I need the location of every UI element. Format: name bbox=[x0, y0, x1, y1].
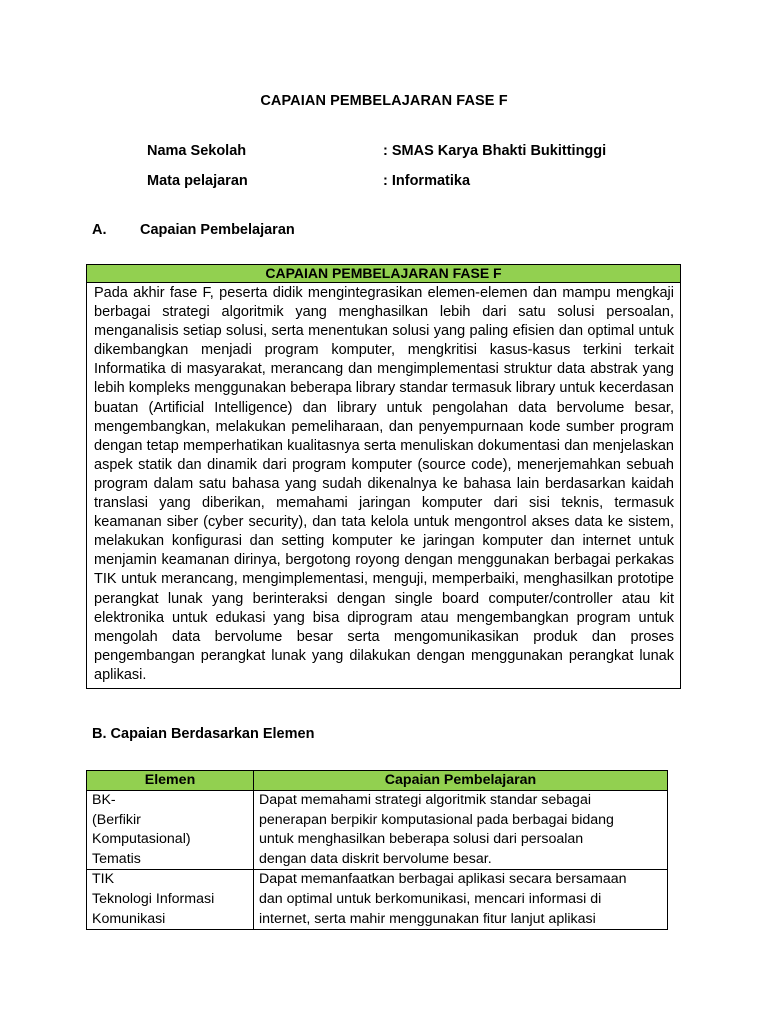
capaian-table bbox=[86, 264, 681, 689]
column-header-capaian: Capaian Pembelajaran bbox=[254, 771, 668, 791]
capaian-line: dengan data diskrit bervolume besar. bbox=[259, 850, 492, 867]
elemen-table bbox=[86, 770, 668, 930]
elemen-line: TIK bbox=[92, 871, 115, 888]
school-name-label: Nama Sekolah bbox=[147, 143, 247, 159]
capaian-paragraph: Pada akhir fase F, peserta didik mengintegrasikan elemen-elemen dan mampu mengkaji berbagai strategi algoritmik yang menghasilkan lebih dari satu solusi persoalan, menganalisis setiap solusi, serta menentukan solusi yang paling efisien dan optimal untuk dikembangkan menjadi program komputer, mengkritisi kasus-kasus terkini terkait Informatika di masyarakat, merancang dan mengimplementasi struktur data abstrak yang lebih kompleks menggunakan beberapa library standar termasuk library untuk kecerdasan buatan (Artificial Intelligence) dan library untuk pengolahan data bervolume besar, mengembangkan, melakukan pemeliharaan, dan penyempurnaan kode sumber program dengan tetap memperhatikan kualitasnya serta menuliskan dokumentasi dan menjelaskan aspek statik dan dinamik dari program komputer (source code), menerjemahkan sebuah program dalam satu bahasa yang sudah dikenalnya ke bahasa lain berdasarkan kaidah translasi yang diberikan, memahami jaringan komputer dari sisi teknis, termasuk keamanan siber (cyber security), dan tata kelola untuk mengontrol akses data ke sistem, melakukan konfigurasi dan setting komputer ke jaringan komputer dan internet untuk menjamin keamanan dirinya, bergotong royong dengan menggunakan berbagai perkakas TIK untuk merancang, mengimplementasi, menguji, memperbaiki, menghasilkan prototipe perangkat lunak yang berinteraksi dengan single board computer/controller atau kit elektronika untuk edukasi yang bisa diprogram atau mengembangkan program untuk mengolah data bervolume besar serta mengomunikasikan produk dan proses pengembangan perangkat lunak yang dilakukan dengan menggunakan perangkat lunak aplikasi. bbox=[94, 285, 674, 683]
section-a-title: Capaian Pembelajaran bbox=[140, 222, 295, 238]
subject-value: : Informatika bbox=[383, 173, 471, 189]
section-a-number: A. bbox=[92, 222, 107, 238]
elemen-line: Teknologi Informasi bbox=[92, 890, 215, 907]
capaian-line: Dapat memanfaatkan berbagai aplikasi secara bersamaan bbox=[259, 871, 627, 888]
column-header-elemen: Elemen bbox=[87, 771, 254, 791]
elemen-cell bbox=[87, 791, 254, 870]
capaian-line: Dapat memahami strategi algoritmik standar sebagai bbox=[259, 792, 591, 808]
section-b-title: B. Capaian Berdasarkan Elemen bbox=[92, 726, 315, 742]
document-title: CAPAIAN PEMBELAJARAN FASE F bbox=[260, 93, 508, 109]
elemen-table-header-row bbox=[87, 771, 668, 791]
capaian-line: internet, serta mahir menggunakan fitur lanjut aplikasi bbox=[259, 910, 596, 927]
elemen-line: (Berfikir bbox=[92, 811, 141, 828]
capaian-cell bbox=[254, 791, 668, 870]
elemen-line: Komputasional) bbox=[92, 831, 191, 848]
elemen-cell bbox=[87, 870, 254, 930]
elemen-line: BK- bbox=[92, 792, 116, 808]
capaian-line: untuk menghasilkan beberapa solusi dari persoalan bbox=[259, 831, 584, 848]
table-row bbox=[87, 791, 668, 870]
capaian-table-header: CAPAIAN PEMBELAJARAN FASE F bbox=[87, 265, 680, 283]
capaian-line: penerapan berpikir komputasional pada berbagai bidang bbox=[259, 811, 614, 828]
table-row bbox=[87, 870, 668, 930]
school-name-value: : SMAS Karya Bhakti Bukittinggi bbox=[383, 143, 607, 159]
elemen-line: Komunikasi bbox=[92, 910, 166, 927]
capaian-cell bbox=[254, 870, 668, 930]
capaian-line: dan optimal untuk berkomunikasi, mencari informasi di bbox=[259, 890, 602, 907]
subject-label: Mata pelajaran bbox=[147, 173, 248, 189]
elemen-line: Tematis bbox=[92, 850, 141, 867]
